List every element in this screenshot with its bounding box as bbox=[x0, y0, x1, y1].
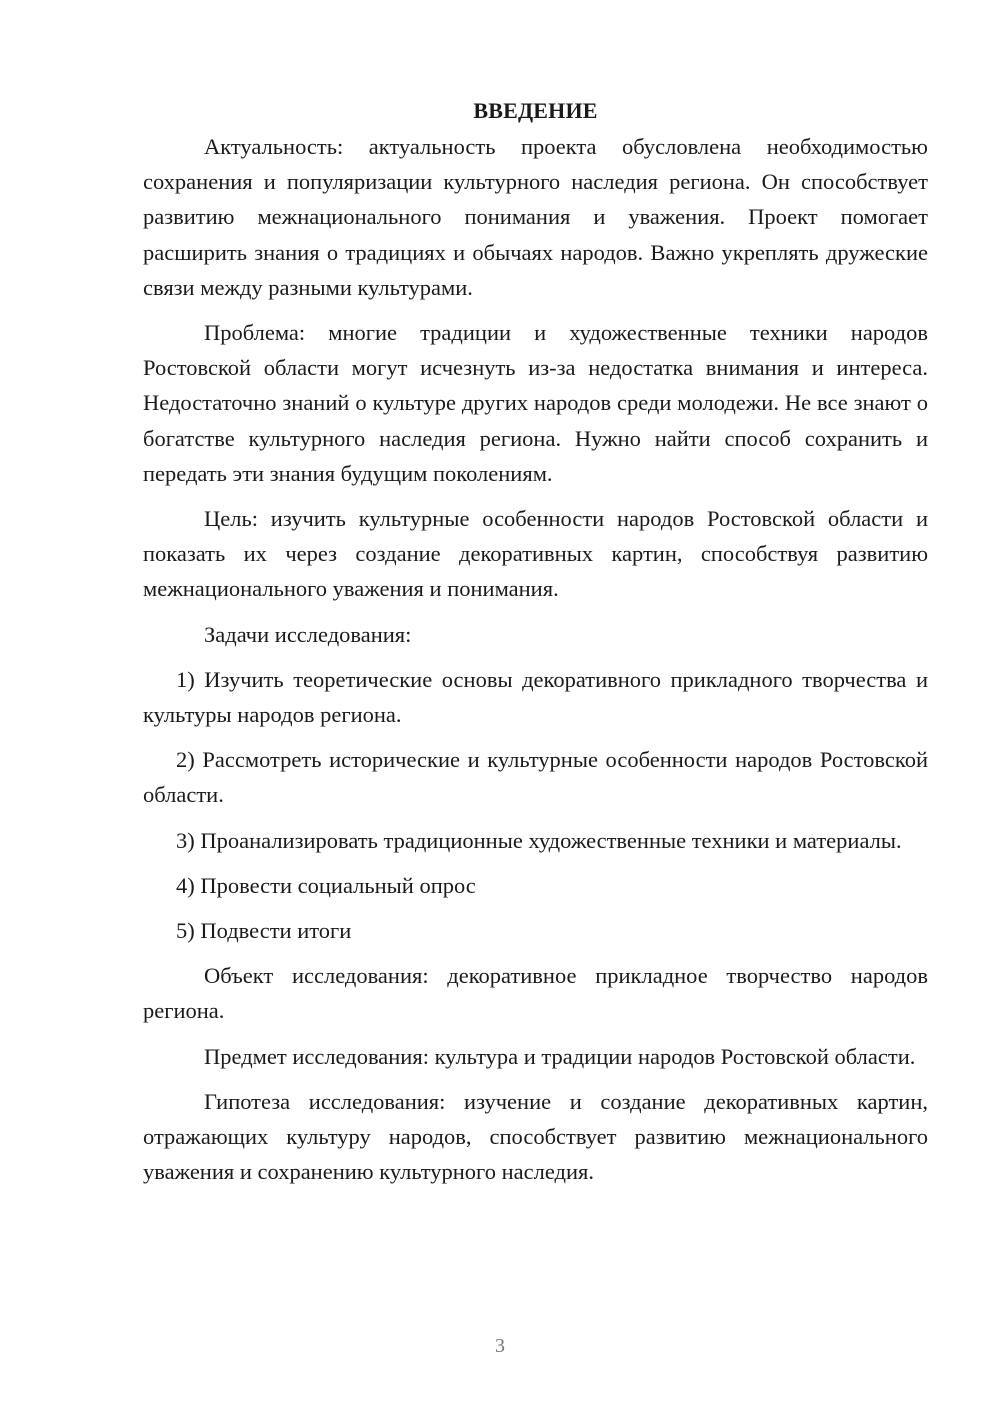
paragraph-hypothesis: Гипотеза исследования: изучение и создание декоративных картин, отражающих культуру народов, способствует развитию межнационального уважения и сохранению культурного наследия. bbox=[143, 1088, 928, 1185]
task-item-3: 3) Проанализировать традиционные художественные техники и материалы. bbox=[176, 827, 902, 853]
paragraph-subject: Предмет исследования: культура и традиции народов Ростовской области. bbox=[204, 1043, 916, 1069]
page-number: 3 bbox=[495, 1335, 505, 1357]
page-content bbox=[143, 94, 928, 1199]
task-item-4: 4) Провести социальный опрос bbox=[176, 872, 476, 898]
tasks-title: Задачи исследования: bbox=[204, 621, 412, 647]
paragraph-object: Объект исследования: декоративное прикладное творчество народов региона. bbox=[143, 963, 928, 1024]
paragraph-relevance: Актуальность: актуальность проекта обусловлена необходимостью сохранения и популяризации культурного наследия региона. Он способствует развитию межнационального понимания и уважения. Проект помогает расширить знания о традициях и обычаях народов. Важно укреплять дружеские связи между разными культурами. bbox=[143, 134, 928, 300]
task-item-2: 2) Рассмотреть исторические и культурные особенности народов Ростовской области. bbox=[143, 747, 928, 808]
task-item-5: 5) Подвести итоги bbox=[176, 918, 352, 944]
task-item-1: 1) Изучить теоретические основы декоративного прикладного творчества и культуры народов региона. bbox=[143, 666, 928, 728]
paragraph-problem: Проблема: многие традиции и художественные техники народов Ростовской области могут исчезнуть из-за недостатка внимания и интереса. Недостаточно знаний о культуре других народов среди молодежи. Не все знают о богатстве культурного наследия региона. Нужно найти способ сохранить и передать эти знания будущим поколениям. bbox=[143, 320, 928, 486]
paragraph-goal: Цель: изучить культурные особенности народов Ростовской области и показать их через создание декоративных картин, способствуя развитию межнационального уважения и понимания. bbox=[143, 506, 928, 602]
page-title: ВВЕДЕНИЕ bbox=[473, 98, 598, 123]
